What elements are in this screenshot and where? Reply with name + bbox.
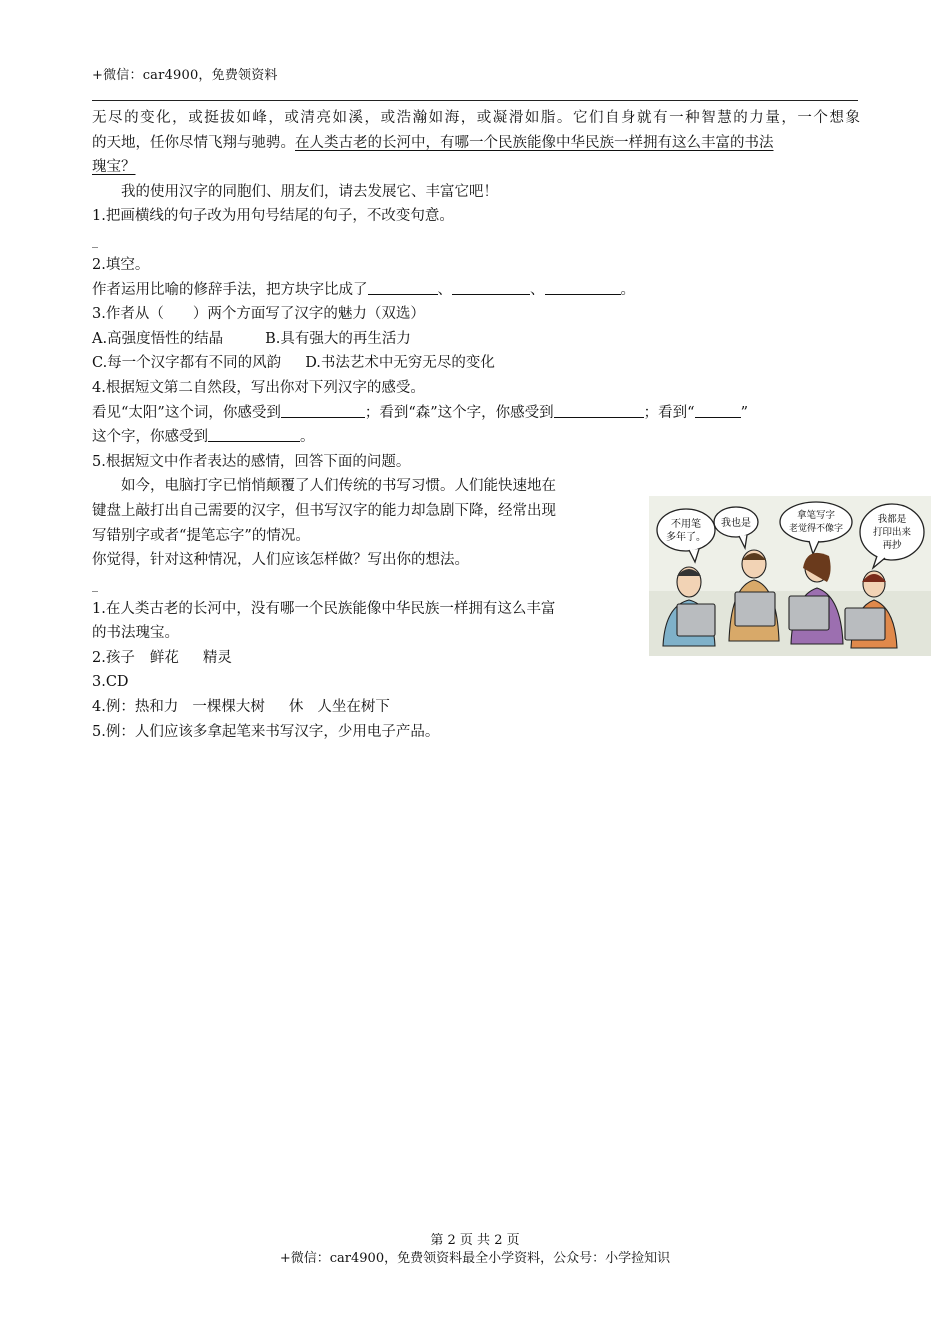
passage-line — [92, 131, 860, 156]
answer-line-stub: _ — [92, 577, 98, 592]
option-b: B.具有强大的再生活力 — [265, 330, 411, 347]
passage-line: 我的使用汉字的同胞们、朋友们，请去发展它、丰富它吧！ — [121, 183, 498, 200]
answer-3: 3.CD — [92, 674, 129, 691]
question-2-prompt: 作者运用比喻的修辞手法，把方块字比成了 — [92, 281, 368, 298]
fill-blank[interactable] — [368, 280, 438, 295]
question-3-title: 3.作者从（ ）两个方面写了汉字的魅力（双选） — [92, 306, 425, 323]
bubble-text: 我都是 — [877, 514, 907, 525]
question-4-line1 — [92, 401, 860, 426]
q5-question: 你觉得，针对这种情况，人们应该怎样做？写出你的想法。 — [92, 552, 469, 569]
q4-prompt-1: 看见“太阳”这个词，你感受到 — [92, 404, 281, 421]
answer-5: 5.例：人们应该多拿起笔来书写汉字，少用电子产品。 — [92, 723, 440, 740]
separator: 、 — [437, 281, 452, 298]
fill-blank[interactable] — [208, 427, 300, 442]
q4-quote-close: ” — [740, 404, 748, 421]
answer-line-stub: _ — [92, 233, 98, 248]
answer-2-item: 2.孩子 — [92, 649, 135, 666]
fill-blank[interactable] — [545, 280, 621, 295]
period: 。 — [300, 429, 315, 446]
bubble-text: 不用笔 — [671, 519, 701, 530]
q4-prompt-2: ；看到“森”这个字，你感受到 — [364, 404, 554, 421]
bubble-text: 打印出来 — [872, 527, 912, 538]
answer-1-line2: 的书法瑰宝。 — [92, 625, 179, 642]
page-number: 第 2 页 共 2 页 — [430, 1233, 520, 1248]
option-a: A.高强度悟性的结晶 — [92, 330, 224, 347]
q5-passage-line: 如今，电脑打字已悄悄颠覆了人们传统的书写习惯。人们能快速地在 — [121, 478, 556, 495]
answer-4-item: 4.例：热和力 — [92, 699, 179, 716]
answer-4-item: 一棵棵大树 — [192, 699, 265, 716]
passage-line: 无尽的变化，或挺拔如峰，或清亮如溪，或浩瀚如海，或凝滑如脂。它们自身就有一种智慧的力量，一个想象 — [92, 110, 860, 126]
option-d: D.书法艺术中无穷无尽的变化 — [305, 355, 495, 372]
question-3-options-cd — [92, 351, 860, 376]
underlined-sentence: 在人类古老的长河中，有哪一个民族能像中华民族一样拥有这么丰富的书法 — [295, 134, 774, 151]
q5-passage-line: 写错别字或者“提笔忘字”的情况。 — [92, 527, 310, 544]
answer-1-line1: 1.在人类古老的长河中，没有哪一个民族能像中华民族一样拥有这么丰富 — [92, 600, 556, 617]
q4-prompt-4: 这个字，你感受到 — [92, 429, 208, 446]
answer-4-item: 人坐在树下 — [317, 699, 390, 716]
header-divider — [92, 100, 858, 101]
question-5-passage — [92, 474, 632, 596]
header-text: +微信：car4900，免费领资料 — [92, 68, 278, 83]
fill-blank[interactable] — [281, 403, 365, 418]
underlined-sentence-end: 瑰宝？ — [92, 159, 136, 176]
bubble-text: 多年了。 — [666, 532, 706, 543]
passage-line — [92, 155, 860, 180]
fill-blank[interactable] — [695, 403, 741, 418]
passage-text: 的天地，任你尽情飞翔与驰骋。 — [92, 134, 295, 151]
question-2-text — [92, 278, 860, 303]
period: 。 — [620, 281, 635, 298]
answer-2-item: 鲜花 — [149, 649, 179, 666]
question-4-line2 — [92, 425, 860, 450]
answer-2-item: 精灵 — [202, 649, 232, 666]
fill-blank[interactable] — [452, 280, 530, 295]
q5-passage-line: 键盘上敲打出自己需要的汉字，但书写汉字的能力却急剧下降，经常出现 — [92, 502, 556, 519]
bubble-text: 拿笔写字 — [796, 510, 836, 521]
question-1: 1.把画横线的句子改为用句号结尾的句子，不改变句意。 — [92, 208, 454, 225]
bubble-text: 我也是 — [721, 518, 751, 529]
question-4-title: 4.根据短文第二自然段，写出你对下列汉字的感受。 — [92, 379, 425, 396]
question-5-title: 5.根据短文中作者表达的感情，回答下面的问题。 — [92, 453, 411, 470]
separator: 、 — [530, 281, 545, 298]
bubble-text: 老觉得不像字 — [788, 524, 844, 534]
question-3-options-ab — [92, 327, 860, 352]
fill-blank[interactable] — [554, 403, 644, 418]
q4-prompt-3: ；看到“ — [643, 404, 695, 421]
footer-note: +微信：car4900，免费领资料最全小学资料，公众号：小学捡知识 — [279, 1251, 671, 1266]
option-c: C.每一个汉字都有不同的风韵 — [92, 355, 282, 372]
answer-4 — [92, 695, 860, 720]
bubble-text: 再抄 — [882, 540, 902, 551]
cartoon-illustration — [649, 496, 931, 656]
answer-4-item: 休 — [288, 699, 304, 716]
question-2-title: 2.填空。 — [92, 256, 150, 273]
